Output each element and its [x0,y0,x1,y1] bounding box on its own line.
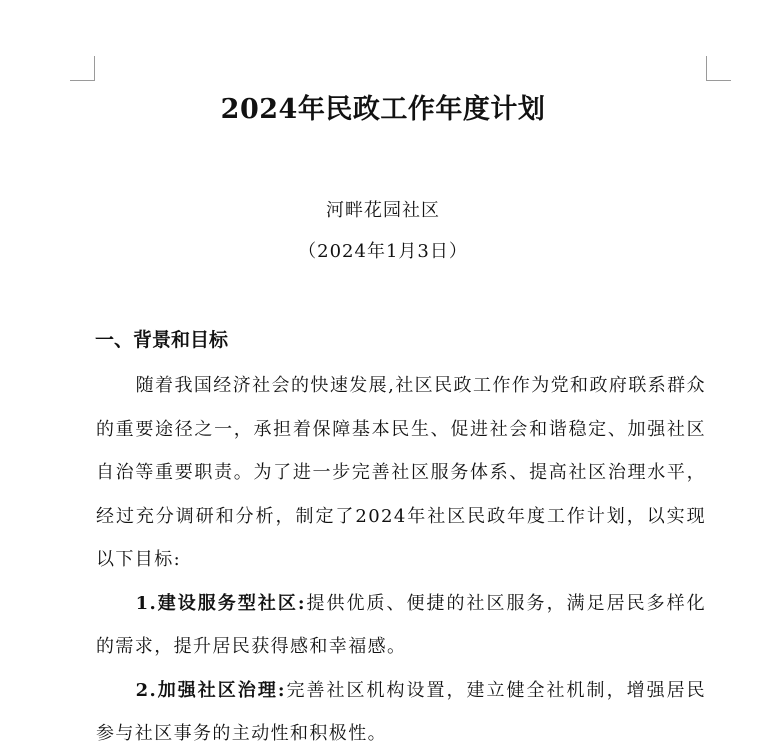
goal-paragraph-2 [96,669,706,756]
section-heading: 一、背景和目标 [95,329,229,351]
goal-lead-1: 1.建设服务型社区: [135,592,306,614]
goal-text-1: 提供优质、便捷的社区服务，满足居民多样化的需求，提升居民获得感和幸福感。 [96,592,707,657]
organization-name: 河畔花园社区 [326,200,440,221]
goal-lead-2: 2.加强社区治理: [135,679,286,701]
document-title: 2024年民政工作年度计划 [220,94,546,125]
document-date: （2024年1月3日） [298,241,468,262]
section-body [96,364,706,756]
goal-paragraph-1 [96,582,706,669]
crop-mark-top-right [706,56,731,81]
goal-text-2: 完善社区机构设置，建立健全社机制，增强居民参与社区事务的主动性和积极性。 [96,679,706,744]
intro-paragraph: 随着我国经济社会的快速发展,社区民政工作作为党和政府联系群众的重要途径之一，承担着保障基本民生、促进社会和谐稳定、加强社区自治等重要职责。为了进一步完善社区服务体系、提高社区治理水平，经过充分调研和分析，制定了2024年社区民政年度工作计划，以实现以下目标: [96,375,706,570]
crop-mark-top-left [70,56,95,81]
